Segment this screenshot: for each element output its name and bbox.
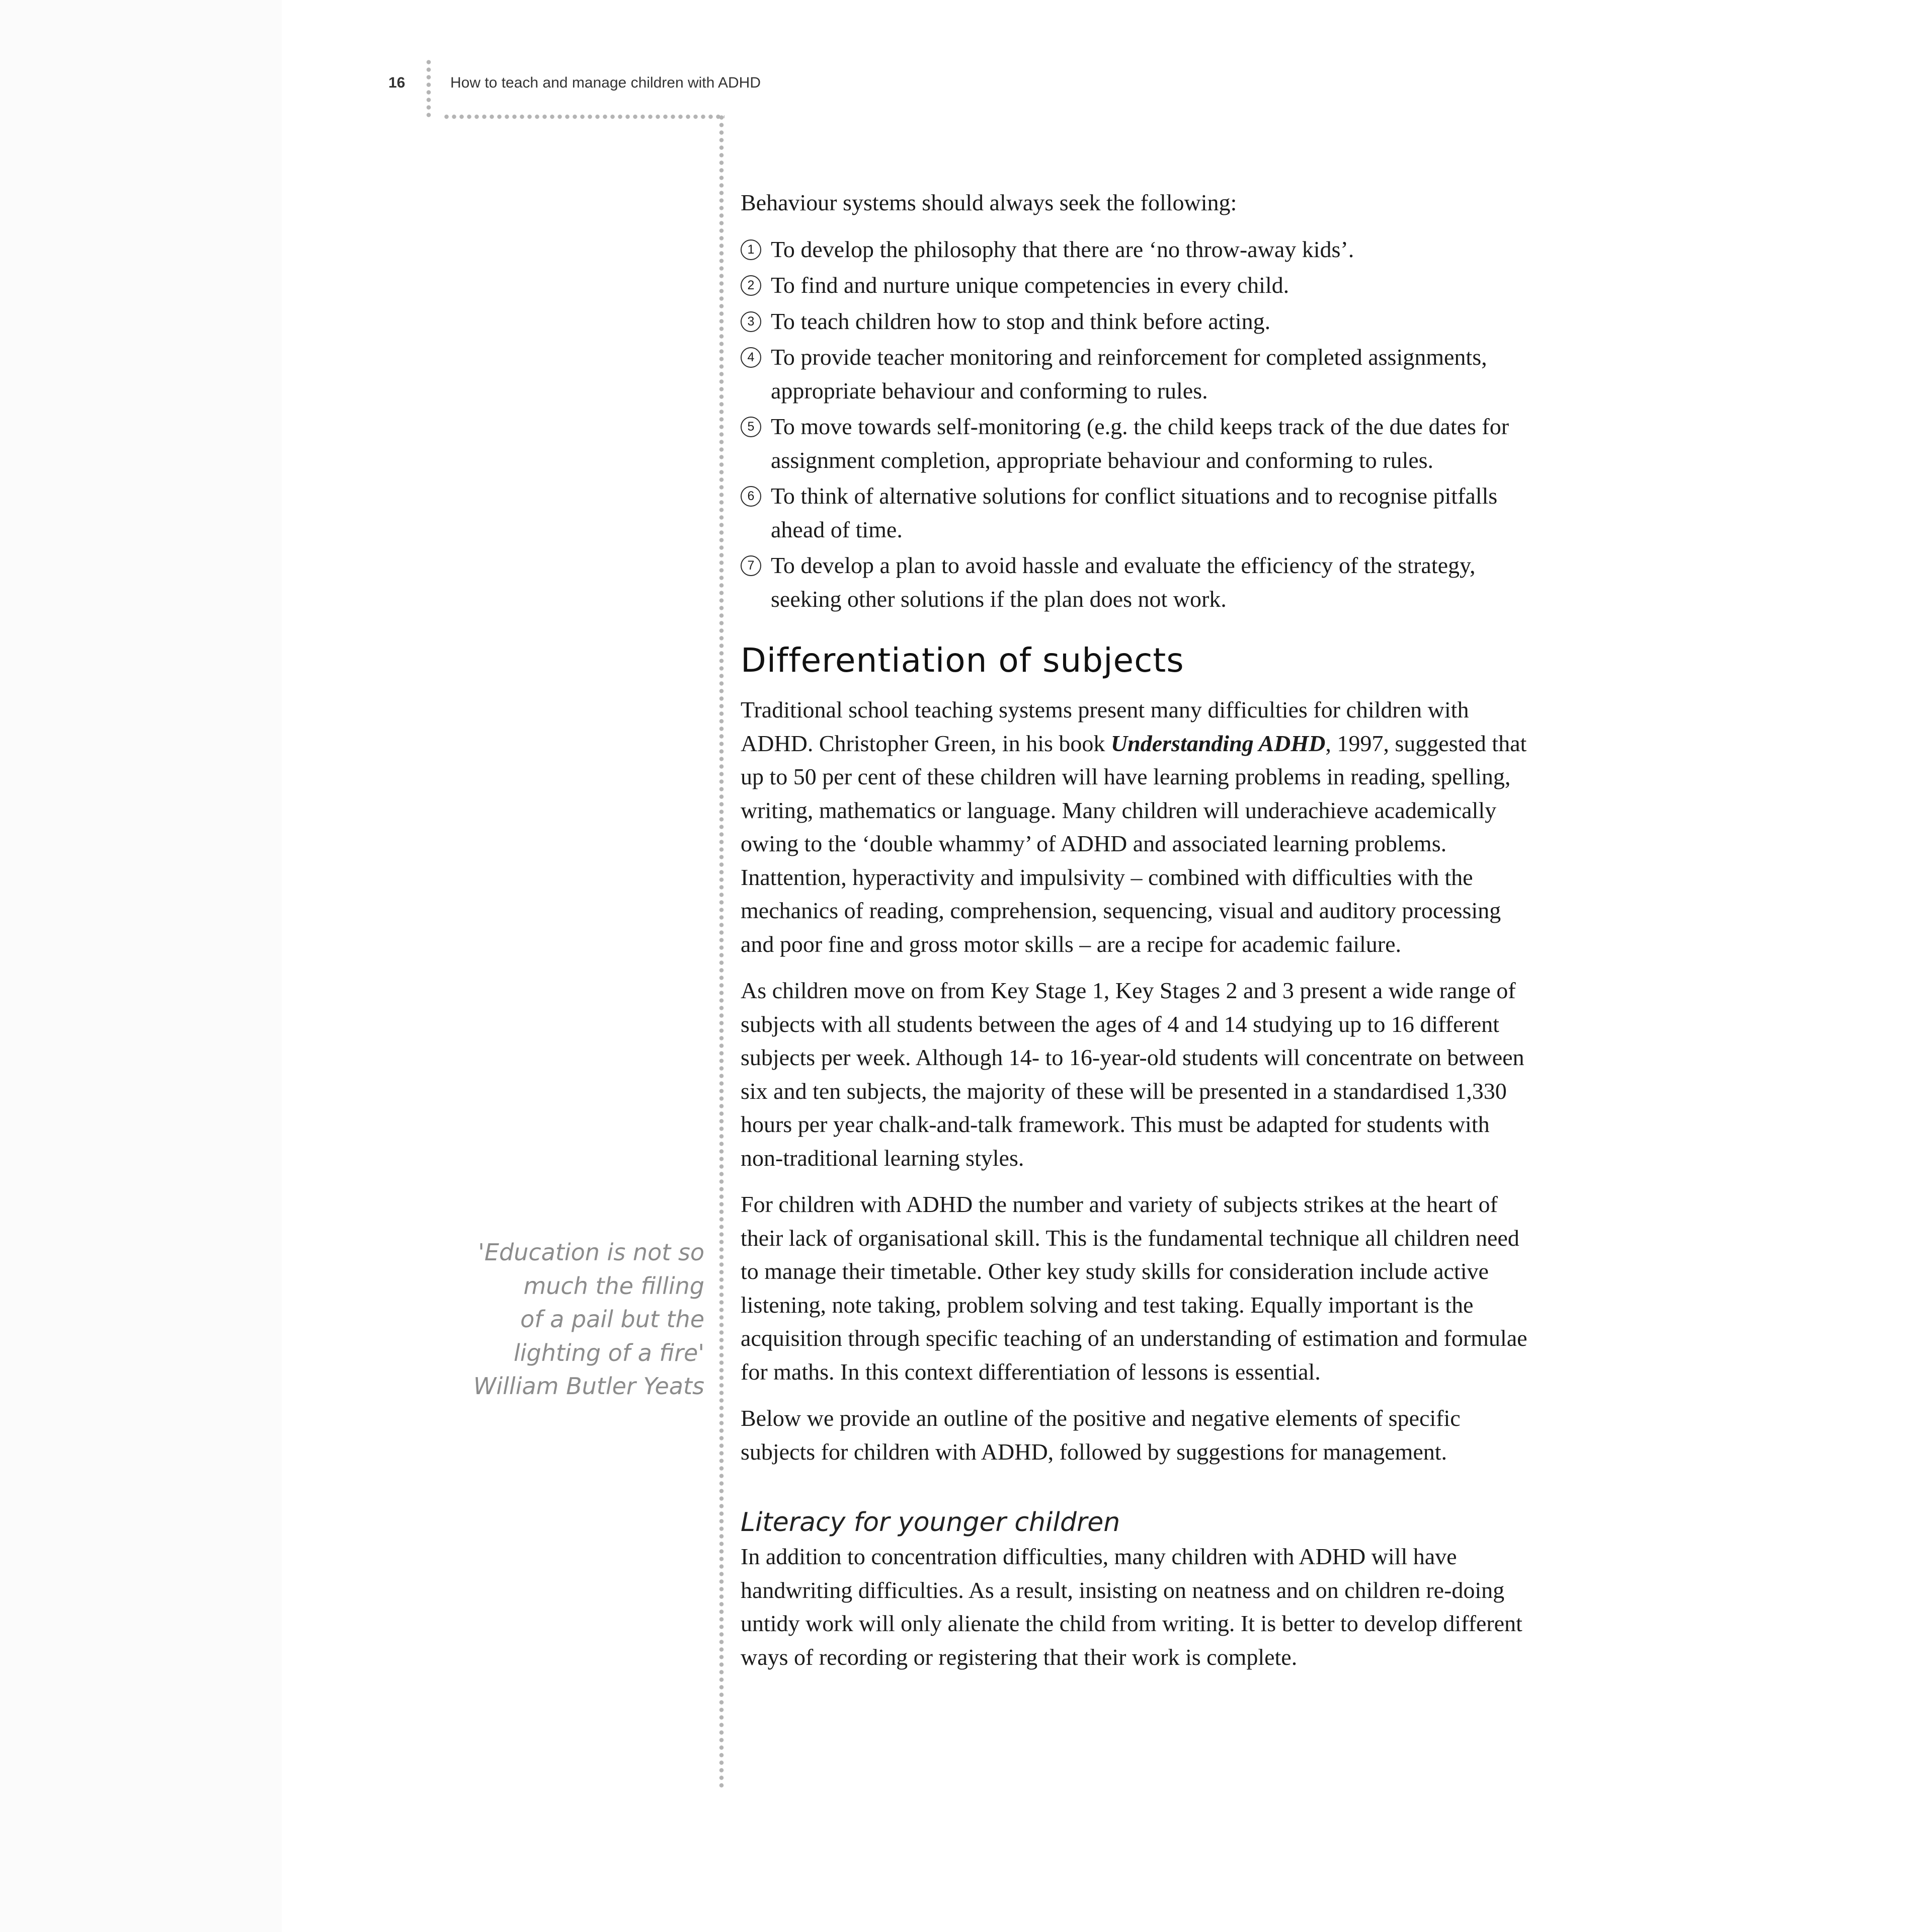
list-intro: Behaviour systems should always seek the following: <box>741 190 1237 215</box>
paragraph: Below we provide an outline of the positive and negative elements of specific subjects for children with ADHD, followed by suggestions for management. <box>741 1405 1461 1465</box>
list-item-text: To provide teacher monitoring and reinforcement for completed assignments, appropriate behaviour and conforming to rules. <box>771 344 1487 404</box>
list-item-text: To find and nurture unique competencies in every child. <box>771 272 1290 298</box>
book-title: Understanding ADHD <box>1110 730 1326 756</box>
list-item <box>741 305 1536 339</box>
list-item-text: To develop a plan to avoid hassle and evaluate the efficiency of the strategy, seeking other solutions if the plan does not work. <box>771 552 1476 612</box>
circled-number-1-icon: 1 <box>741 239 761 260</box>
main-text-column <box>741 186 1536 1687</box>
quote-line: much the filling <box>523 1272 704 1300</box>
page-number: 16 <box>388 74 406 91</box>
header-dotted-rule <box>426 58 432 118</box>
quote-line: 'Education is not so <box>478 1239 704 1266</box>
pull-quote <box>453 1236 704 1403</box>
paragraph-text: Traditional school teaching systems present many difficulties for children with ADHD. Christopher Green, in his book <box>741 697 1469 756</box>
quote-line: of a pail but the <box>520 1306 704 1333</box>
list-item <box>741 269 1536 302</box>
list-item-text: To teach children how to stop and think before acting. <box>771 308 1271 334</box>
paragraph: In addition to concentration difficulties, many children with ADHD will have handwriting difficulties. As a result, insisting on neatness and on children re-doing untidy work will only alienate the child from writing. It is better to develop different ways of recording or registering that their work is complete. <box>741 1544 1522 1670</box>
paragraph: As children move on from Key Stage 1, Key Stages 2 and 3 present a wide range of subjects with all students between the ages of 4 and 14 studying up to 16 different subjects per week. Although 14- to 16-year-old students will concentrate on between six and ten subjects, the majority of these will be presented in a standardised 1,330 hours per year chalk-and-talk framework. This must be adapted for students with non-traditional learning styles. <box>741 978 1524 1171</box>
quote-attribution: William Butler Yeats <box>473 1373 704 1400</box>
goals-list <box>741 233 1536 616</box>
list-item-text: To think of alternative solutions for conflict situations and to recognise pitfalls ahead of time. <box>771 483 1498 542</box>
list-item-text: To develop the philosophy that there are ‘no throw-away kids’. <box>771 236 1354 262</box>
circled-number-6-icon: 6 <box>741 486 761 507</box>
list-item <box>741 341 1536 408</box>
paragraph <box>741 693 1536 961</box>
paragraph: For children with ADHD the number and variety of subjects strikes at the heart of their lack of organisational skill. This is the fundamental technique all children need to manage their timetable. Other key study skills for consideration include active listening, note taking, problem solving and test taking. Equally important is the acquisition through specific teaching of an understanding of estimation and formulae for maths. In this context differentiation of lessons is essential. <box>741 1191 1527 1385</box>
paragraph-text: , 1997, suggested that up to 50 per cent of these children will have learning problems in reading, spelling, writing, mathematics or language. Many children will underachieve academically owing to the ‘double whammy’ of ADHD and associated learning problems. Inattention, hyperactivity and impulsivity – combined with difficulties with the mechanics of reading, comprehension, sequencing, visual and auditory processing and poor fine and gross motor skills – are a recipe for academic failure. <box>741 730 1527 957</box>
margin-dotted-rule <box>718 114 725 1789</box>
circled-number-5-icon: 5 <box>741 417 761 437</box>
circled-number-4-icon: 4 <box>741 347 761 368</box>
list-item <box>741 410 1536 477</box>
list-item <box>741 479 1536 546</box>
list-item <box>741 233 1536 267</box>
list-item <box>741 549 1536 616</box>
list-item-text: To move towards self-monitoring (e.g. the child keeps track of the due dates for assignment completion, appropriate behaviour and conforming to rules. <box>771 414 1509 473</box>
horizontal-dotted-rule <box>443 114 725 120</box>
circled-number-7-icon: 7 <box>741 555 761 576</box>
circled-number-2-icon: 2 <box>741 275 761 296</box>
running-title: How to teach and manage children with ADHD <box>450 74 761 91</box>
subsection-heading: Literacy for younger children <box>741 1507 1120 1538</box>
quote-line: lighting of a fire' <box>513 1339 704 1366</box>
circled-number-3-icon: 3 <box>741 311 761 332</box>
section-heading: Differentiation of subjects <box>741 641 1184 680</box>
